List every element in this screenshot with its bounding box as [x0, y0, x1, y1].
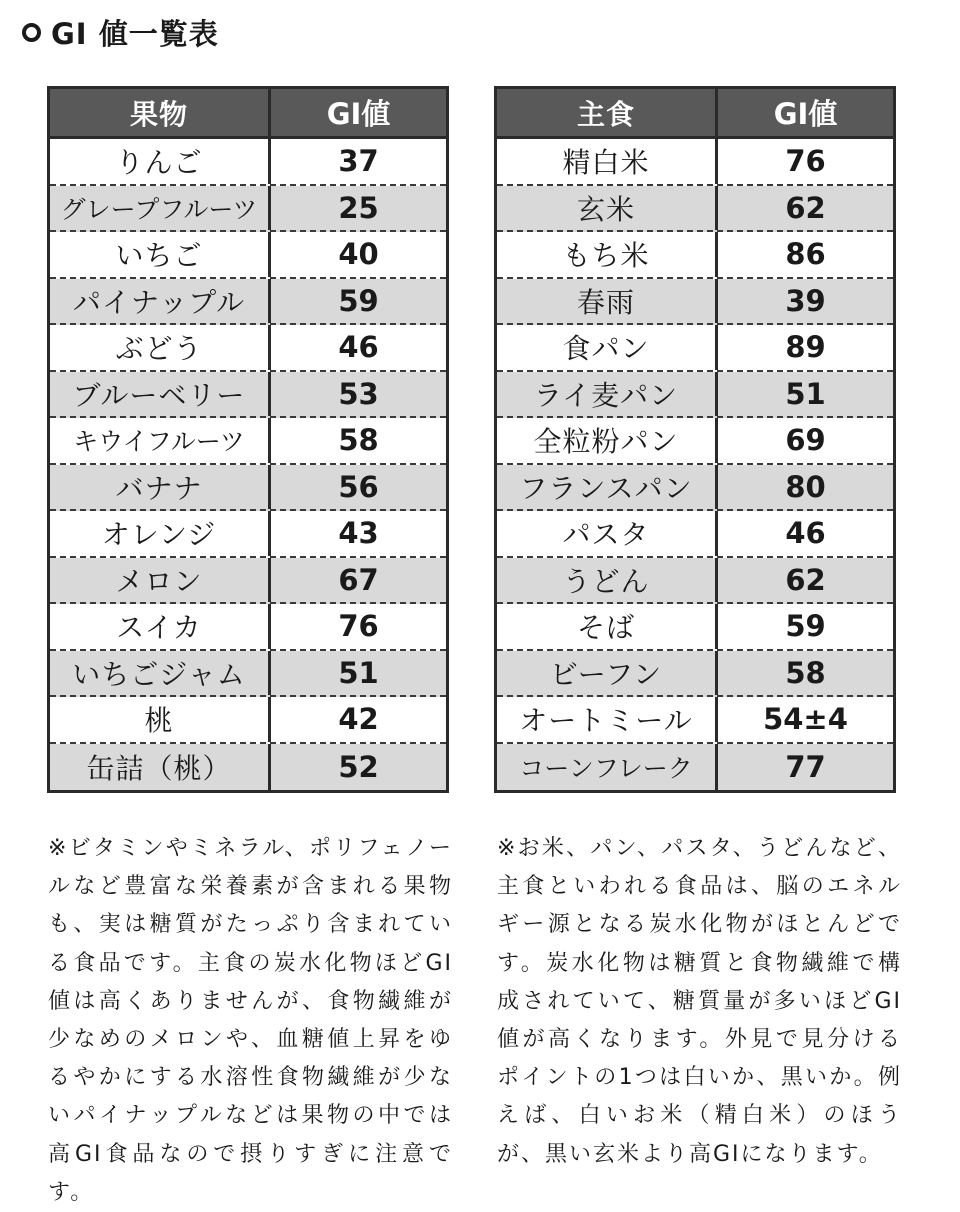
fruit-gi-value-cell: 43 — [338, 516, 379, 551]
table-row — [497, 372, 893, 419]
table-row — [50, 511, 446, 558]
staple-header-value: GI値 — [773, 97, 838, 131]
table-row — [50, 232, 446, 279]
staple-gi-value-cell: 69 — [785, 423, 826, 458]
fruit-table-header — [50, 89, 446, 139]
fruit-gi-value-cell: 59 — [338, 283, 379, 318]
fruit-gi-value-cell: 56 — [338, 469, 379, 504]
staple-name-cell: そば — [497, 604, 718, 649]
staple-table-body — [497, 139, 893, 790]
page-title — [22, 12, 219, 52]
table-row — [50, 325, 446, 372]
fruit-gi-value-cell: 25 — [338, 190, 379, 225]
staple-name-cell: コーンフレーク — [497, 744, 718, 791]
fruit-name-cell: 缶詰（桃） — [50, 744, 271, 791]
fruit-name-cell: スイカ — [50, 604, 271, 649]
staple-name-cell: オートミール — [497, 697, 718, 742]
staple-table-header — [497, 89, 893, 139]
staple-gi-value-cell: 46 — [785, 516, 826, 551]
table-row — [497, 418, 893, 465]
staple-gi-value-cell: 77 — [785, 749, 826, 784]
staple-name-cell: ビーフン — [497, 651, 718, 696]
page-title-text: GI 値一覧表 — [51, 16, 219, 51]
staple-gi-table — [494, 86, 896, 793]
staple-gi-value-cell: 62 — [785, 190, 826, 225]
circle-bullet-icon — [22, 23, 41, 42]
table-row — [497, 279, 893, 326]
fruit-gi-value-cell: 46 — [338, 330, 379, 365]
fruit-gi-value-cell: 53 — [338, 376, 379, 411]
table-row — [50, 186, 446, 233]
table-row — [497, 651, 893, 698]
staple-gi-value-cell: 62 — [785, 562, 826, 597]
staple-gi-value-cell: 51 — [785, 376, 826, 411]
table-row — [497, 232, 893, 279]
table-row — [497, 139, 893, 186]
fruit-name-cell: パイナップル — [50, 279, 271, 324]
staple-gi-value-cell: 54±4 — [763, 702, 848, 737]
fruit-name-cell: グレープフルーツ — [50, 186, 271, 231]
staple-name-cell: 食パン — [497, 325, 718, 370]
fruit-name-cell: ブルーベリー — [50, 372, 271, 417]
staple-name-cell: 春雨 — [497, 279, 718, 324]
staple-gi-value-cell: 89 — [785, 330, 826, 365]
fruit-name-cell: オレンジ — [50, 511, 271, 556]
table-row — [50, 697, 446, 744]
table-row — [497, 465, 893, 512]
staple-gi-value-cell: 86 — [785, 237, 826, 272]
table-row — [50, 139, 446, 186]
fruit-name-cell: バナナ — [50, 465, 271, 510]
fruit-name-cell: メロン — [50, 558, 271, 603]
fruit-name-cell: ぶどう — [50, 325, 271, 370]
fruit-gi-value-cell: 76 — [338, 609, 379, 644]
fruit-gi-value-cell: 52 — [338, 749, 379, 784]
fruit-gi-table — [47, 86, 449, 793]
fruit-name-cell: いちご — [50, 232, 271, 277]
table-row — [50, 558, 446, 605]
staple-name-cell: もち米 — [497, 232, 718, 277]
table-row — [50, 418, 446, 465]
fruit-name-cell: りんご — [50, 139, 271, 184]
staple-note: ※お米、パン、パスタ、うどんなど、主食といわれる食品は、脳のエネルギー源となる炭水化物がほとんどです。炭水化物は糖質と食物繊維で構成されていて、糖質量が多いほどGI値が高くなります。外見で見分けるポイントの1つは白いか、黒いか。例えば、白いお米（精白米）のほうが、黒い玄米より高GIになります。 — [497, 836, 902, 1167]
table-row — [50, 651, 446, 698]
staple-name-cell: 玄米 — [497, 186, 718, 231]
staple-gi-value-cell: 39 — [785, 283, 826, 318]
table-row — [50, 372, 446, 419]
staple-gi-value-cell: 76 — [785, 144, 826, 179]
fruit-header-name: 果物 — [50, 89, 271, 136]
table-row — [497, 604, 893, 651]
fruit-gi-value-cell: 37 — [338, 144, 379, 179]
staple-name-cell: フランスパン — [497, 465, 718, 510]
table-row — [50, 604, 446, 651]
staple-header-name: 主食 — [497, 89, 718, 136]
fruit-name-cell: いちごジャム — [50, 651, 271, 696]
staple-name-cell: 精白米 — [497, 139, 718, 184]
fruit-gi-value-cell: 51 — [338, 655, 379, 690]
table-row — [497, 325, 893, 372]
table-row — [497, 186, 893, 233]
fruit-name-cell: 桃 — [50, 697, 271, 742]
fruit-gi-value-cell: 58 — [338, 423, 379, 458]
fruit-gi-value-cell: 40 — [338, 237, 379, 272]
table-row — [497, 511, 893, 558]
table-row — [50, 465, 446, 512]
table-row — [497, 697, 893, 744]
fruit-header-value: GI値 — [326, 97, 391, 131]
staple-gi-value-cell: 80 — [785, 469, 826, 504]
fruit-note: ※ビタミンやミネラル、ポリフェノールなど豊富な栄養素が含まれる果物も、実は糖質がたっぷり含まれている食品です。主食の炭水化物ほどGI値は高くありませんが、食物繊維が少なめのメロンや、血糖値上昇をゆるやかにする水溶性食物繊維が少ないパイナップルなどは果物の中では高GI食品なので摂りすぎに注意です。 — [48, 836, 453, 1205]
fruit-gi-value-cell: 67 — [338, 562, 379, 597]
table-row — [497, 558, 893, 605]
staple-name-cell: うどん — [497, 558, 718, 603]
table-row — [50, 279, 446, 326]
fruit-table-body — [50, 139, 446, 790]
staple-gi-value-cell: 59 — [785, 609, 826, 644]
staple-name-cell: 全粒粉パン — [497, 418, 718, 463]
staple-name-cell: パスタ — [497, 511, 718, 556]
table-row — [50, 744, 446, 791]
staple-name-cell: ライ麦パン — [497, 372, 718, 417]
staple-gi-value-cell: 58 — [785, 655, 826, 690]
fruit-name-cell: キウイフルーツ — [50, 418, 271, 463]
fruit-gi-value-cell: 42 — [338, 702, 379, 737]
table-row — [497, 744, 893, 791]
